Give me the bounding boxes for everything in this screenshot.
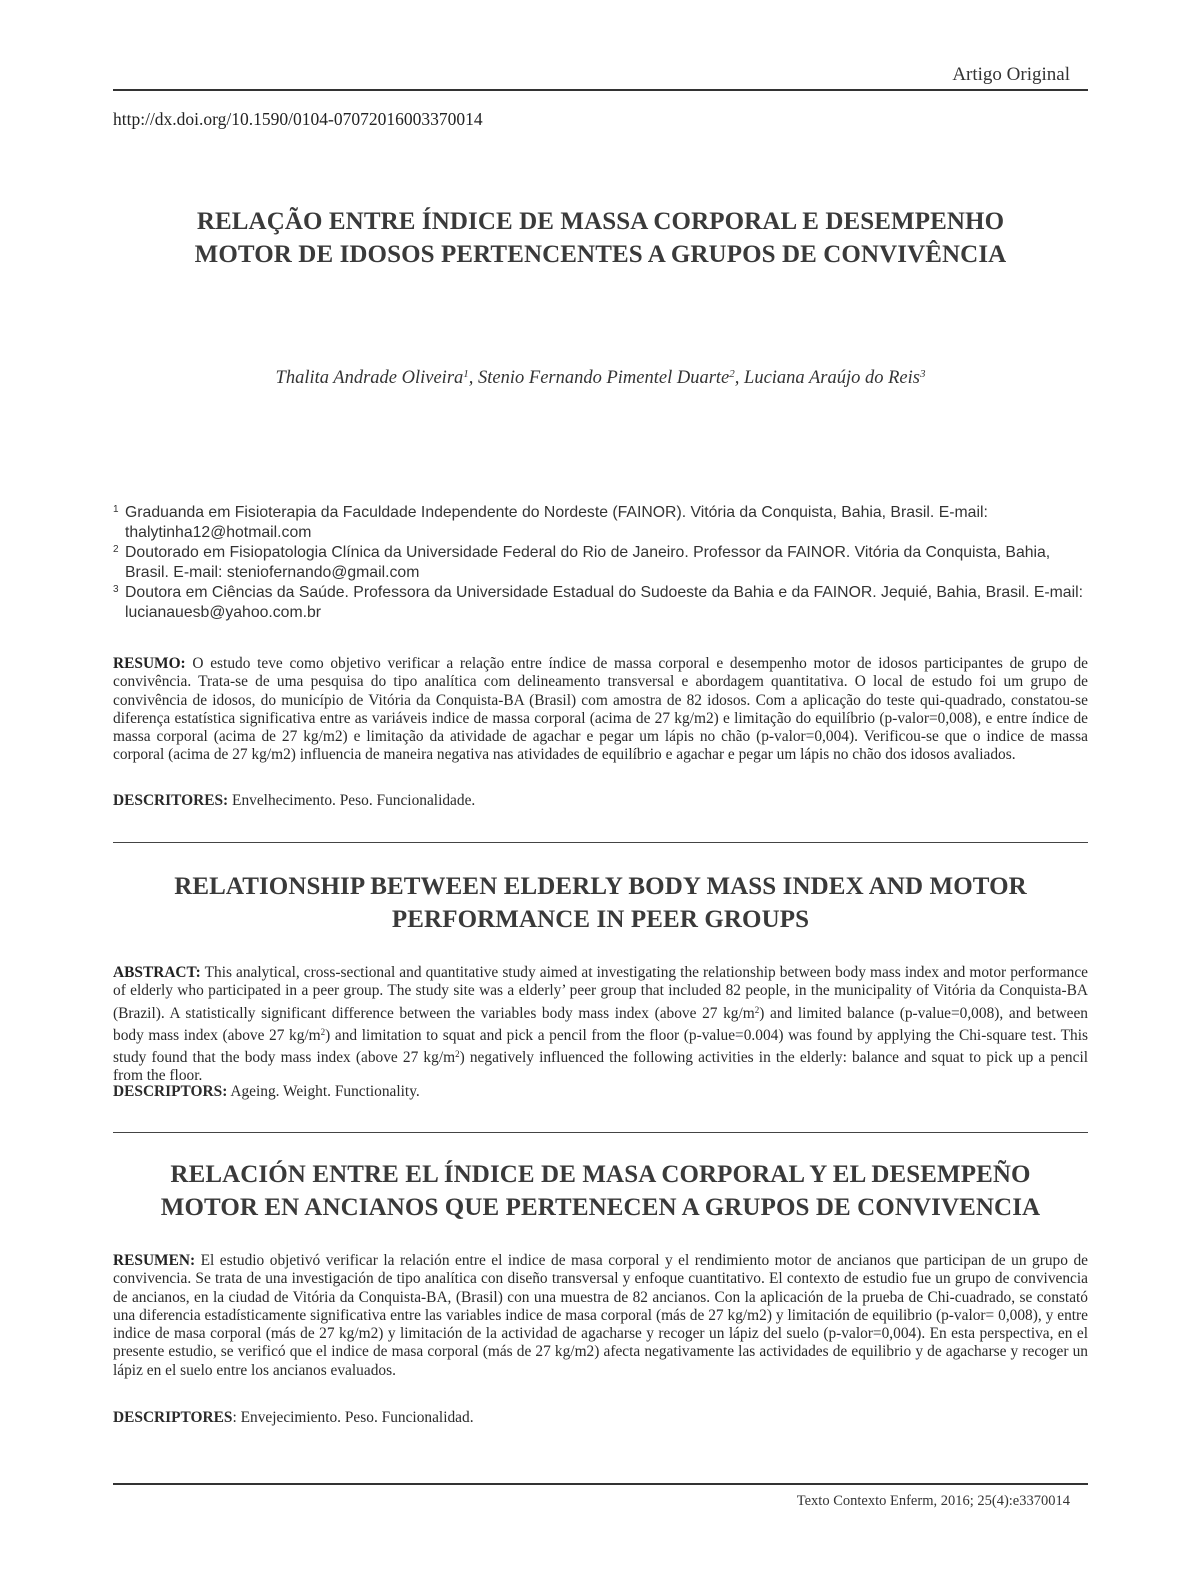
affiliation-2 bbox=[113, 543, 1088, 583]
title-pt-line1: RELAÇÃO ENTRE ÍNDICE DE MASSA CORPORAL E DESEMPENHO bbox=[196, 208, 1005, 235]
abstract-text: ) and limitation to squat and pick a pencil from the floor (p-value=0.004) was found by applying the Chi-square test. This study found that the body mass index (above 27 kg/m bbox=[113, 1026, 1088, 1067]
superscript: 2 bbox=[320, 1026, 326, 1037]
title-es-line1: RELACIÓN ENTRE EL ÍNDICE DE MASA CORPORAL Y EL DESEMPEÑO bbox=[170, 1161, 1031, 1188]
resumo-block bbox=[113, 655, 1088, 765]
title-en-line1: RELATIONSHIP BETWEEN ELDERLY BODY MASS INDEX AND MOTOR bbox=[174, 873, 1027, 900]
affiliation-text: Doutora em Ciências da Saúde. Professora da Universidade Estadual do Sudoeste da Bahia e da FAINOR. Jequié, Bahia, Brasil. E-mail: lucianauesb@yahoo.com.br bbox=[125, 584, 1083, 621]
resumo-descriptors bbox=[113, 792, 475, 810]
descritores-text: Envelhecimento. Peso. Funcionalidade. bbox=[232, 792, 476, 809]
section-divider bbox=[113, 842, 1088, 843]
footer-citation: Texto Contexto Enferm, 2016; 25(4):e3370014 bbox=[796, 1493, 1070, 1509]
section-label: Artigo Original bbox=[952, 64, 1070, 85]
author-name: Stenio Fernando Pimentel Duarte bbox=[478, 368, 730, 388]
author-sup: 2 bbox=[729, 368, 735, 380]
affiliation-number: 1 bbox=[113, 504, 119, 515]
author-sup: 3 bbox=[919, 368, 926, 380]
author-name: Luciana Araújo do Reis bbox=[744, 368, 920, 388]
descriptores-text: : Envejecimiento. Peso. Funcionalidad. bbox=[232, 1409, 474, 1426]
descriptors-text: Ageing. Weight. Functionality. bbox=[230, 1083, 420, 1100]
abstract-text: ) and limited balance (p-value=0,008), and between body mass index (above 27 kg/m bbox=[113, 1004, 1088, 1044]
affiliation-number: 3 bbox=[113, 584, 119, 595]
resumo-label: RESUMO: bbox=[113, 655, 186, 672]
affiliation-text: Doutorado em Fisiopatologia Clínica da Universidade Federal do Rio de Janeiro. Professor da FAINOR. Vitória da Conquista, Bahia, Brasil. E-mail: steniofernando@gmail.com bbox=[125, 544, 1051, 581]
abstract-descriptors bbox=[113, 1083, 420, 1101]
affiliation-1 bbox=[113, 503, 1088, 543]
abstract-text: ) negatively influenced the following activities in the elderly: balance and squat to pick up a pencil from the floor. bbox=[113, 1049, 1088, 1085]
affiliation-3 bbox=[113, 583, 1088, 623]
title-es bbox=[113, 1158, 1088, 1224]
header-rule bbox=[113, 89, 1088, 91]
title-pt-line2: MOTOR DE IDOSOS PERTENCENTES A GRUPOS DE CONVIVÊNCIA bbox=[194, 241, 1007, 268]
affiliation-number: 2 bbox=[113, 544, 119, 555]
resumen-descriptors bbox=[113, 1409, 474, 1427]
resumen-block bbox=[113, 1252, 1088, 1380]
author-list: Thalita Andrade Oliveira$^1$, Stenio Fernando Pimentel Duarte$^2$, Luciana Araújo do Reis$^3$ bbox=[275, 368, 926, 388]
descriptors-label: DESCRIPTORS: bbox=[113, 1083, 228, 1100]
author-sup: 1 bbox=[463, 368, 469, 380]
descritores-label: DESCRITORES: bbox=[113, 792, 229, 809]
affiliation-text: Graduanda em Fisioterapia da Faculdade Independente do Nordeste (FAINOR). Vitória da Conquista, Bahia, Brasil. E-mail: thalytinha12@hotmail.com bbox=[125, 504, 988, 541]
footer-rule bbox=[113, 1483, 1088, 1485]
abstract-block bbox=[113, 964, 1088, 1086]
author-name: Thalita Andrade Oliveira bbox=[275, 368, 464, 388]
section-divider bbox=[113, 1132, 1088, 1133]
abstract-label: ABSTRACT: bbox=[113, 964, 201, 981]
superscript: 2 bbox=[754, 1004, 760, 1015]
abstract-text: This analytical, cross-sectional and quantitative study aimed at investigating the relationship between body mass index and motor performance of elderly who participated in a peer group. The study site was a elderly’ peer group that included 82 people, in the municipality of Vitória da Conquista-BA (Brazil). A statistically significant difference between the variables body mass index (above 27 kg/m bbox=[113, 964, 1088, 1022]
descriptores-label: DESCRIPTORES bbox=[113, 1409, 233, 1426]
title-en-line2: PERFORMANCE IN PEER GROUPS bbox=[391, 906, 810, 933]
resumo-text: O estudo teve como objetivo verificar a relação entre índice de massa corporal e desempenho motor de idosos participantes de grupo de convivência. Trata-se de uma pesquisa do tipo analítica com delineamento transversal e abordagem quantitativa. O local de estudo foi um grupo de convivência de idosos, do município de Vitória da Conquista-BA (Brasil) com amostra de 82 idosos. Com a aplicação do teste qui-quadrado, constatou-se diferença estatística significativa entre as variáveis indice de massa corporal (acima de 27 kg/m2) e limitação do equilíbrio (p-valor=0,008), e entre índice de massa corporal (acima de 27 kg/m2) e limitação da atividade de agachar e pegar um lápis no chão (p-valor=0,004). Verificou-se que o indice de massa corporal (acima de 27 kg/m2) influencia de maneira negativa nas atividades de equilíbrio e agachar e pegar um lápis no chão dos idosos avaliados. bbox=[113, 655, 1088, 764]
superscript: 2 bbox=[455, 1049, 460, 1060]
resumen-label: RESUMEN: bbox=[113, 1252, 196, 1269]
title-en bbox=[113, 870, 1088, 936]
doi-link[interactable]: http://dx.doi.org/10.1590/0104-07072016003370014 bbox=[113, 109, 483, 129]
resumen-text: El estudio objetivó verificar la relación entre el indice de masa corporal y el rendimiento motor de ancianos que participan de un grupo de convivencia. Se trata de una investigación de tipo analítica con diseño transversal y enfoque cuantitativo. El contexto de estudio fue un grupo de convivencia de ancianos, en la ciudad de Vitória da Conquista-BA, (Brasil) con una muestra de 82 ancianos. Con la aplicación de la prueba de Chi-cuadrado, se constató una diferencia estadísticamente significativa entre las variables indice de masa corporal (más de 27 kg/m2) y limitación de equilibrio (p-valor= 0,008), y entre indice de masa corporal (más de 27 kg/m2) y limitación de la actividad de agacharse y recoger un lápiz del suelo (p-valor=0,004). En esta perspectiva, en el presente estudio, se verificó que el indice de masa corporal (más de 27 kg/m2) afecta negativamente las actividades de equilibrio y de agacharse y recoger un lápiz en el suelo entre los ancianos evaluados. bbox=[113, 1252, 1088, 1379]
title-pt bbox=[113, 205, 1088, 271]
title-es-line2: MOTOR EN ANCIANOS QUE PERTENECEN A GRUPOS DE CONVIVENCIA bbox=[160, 1194, 1041, 1221]
